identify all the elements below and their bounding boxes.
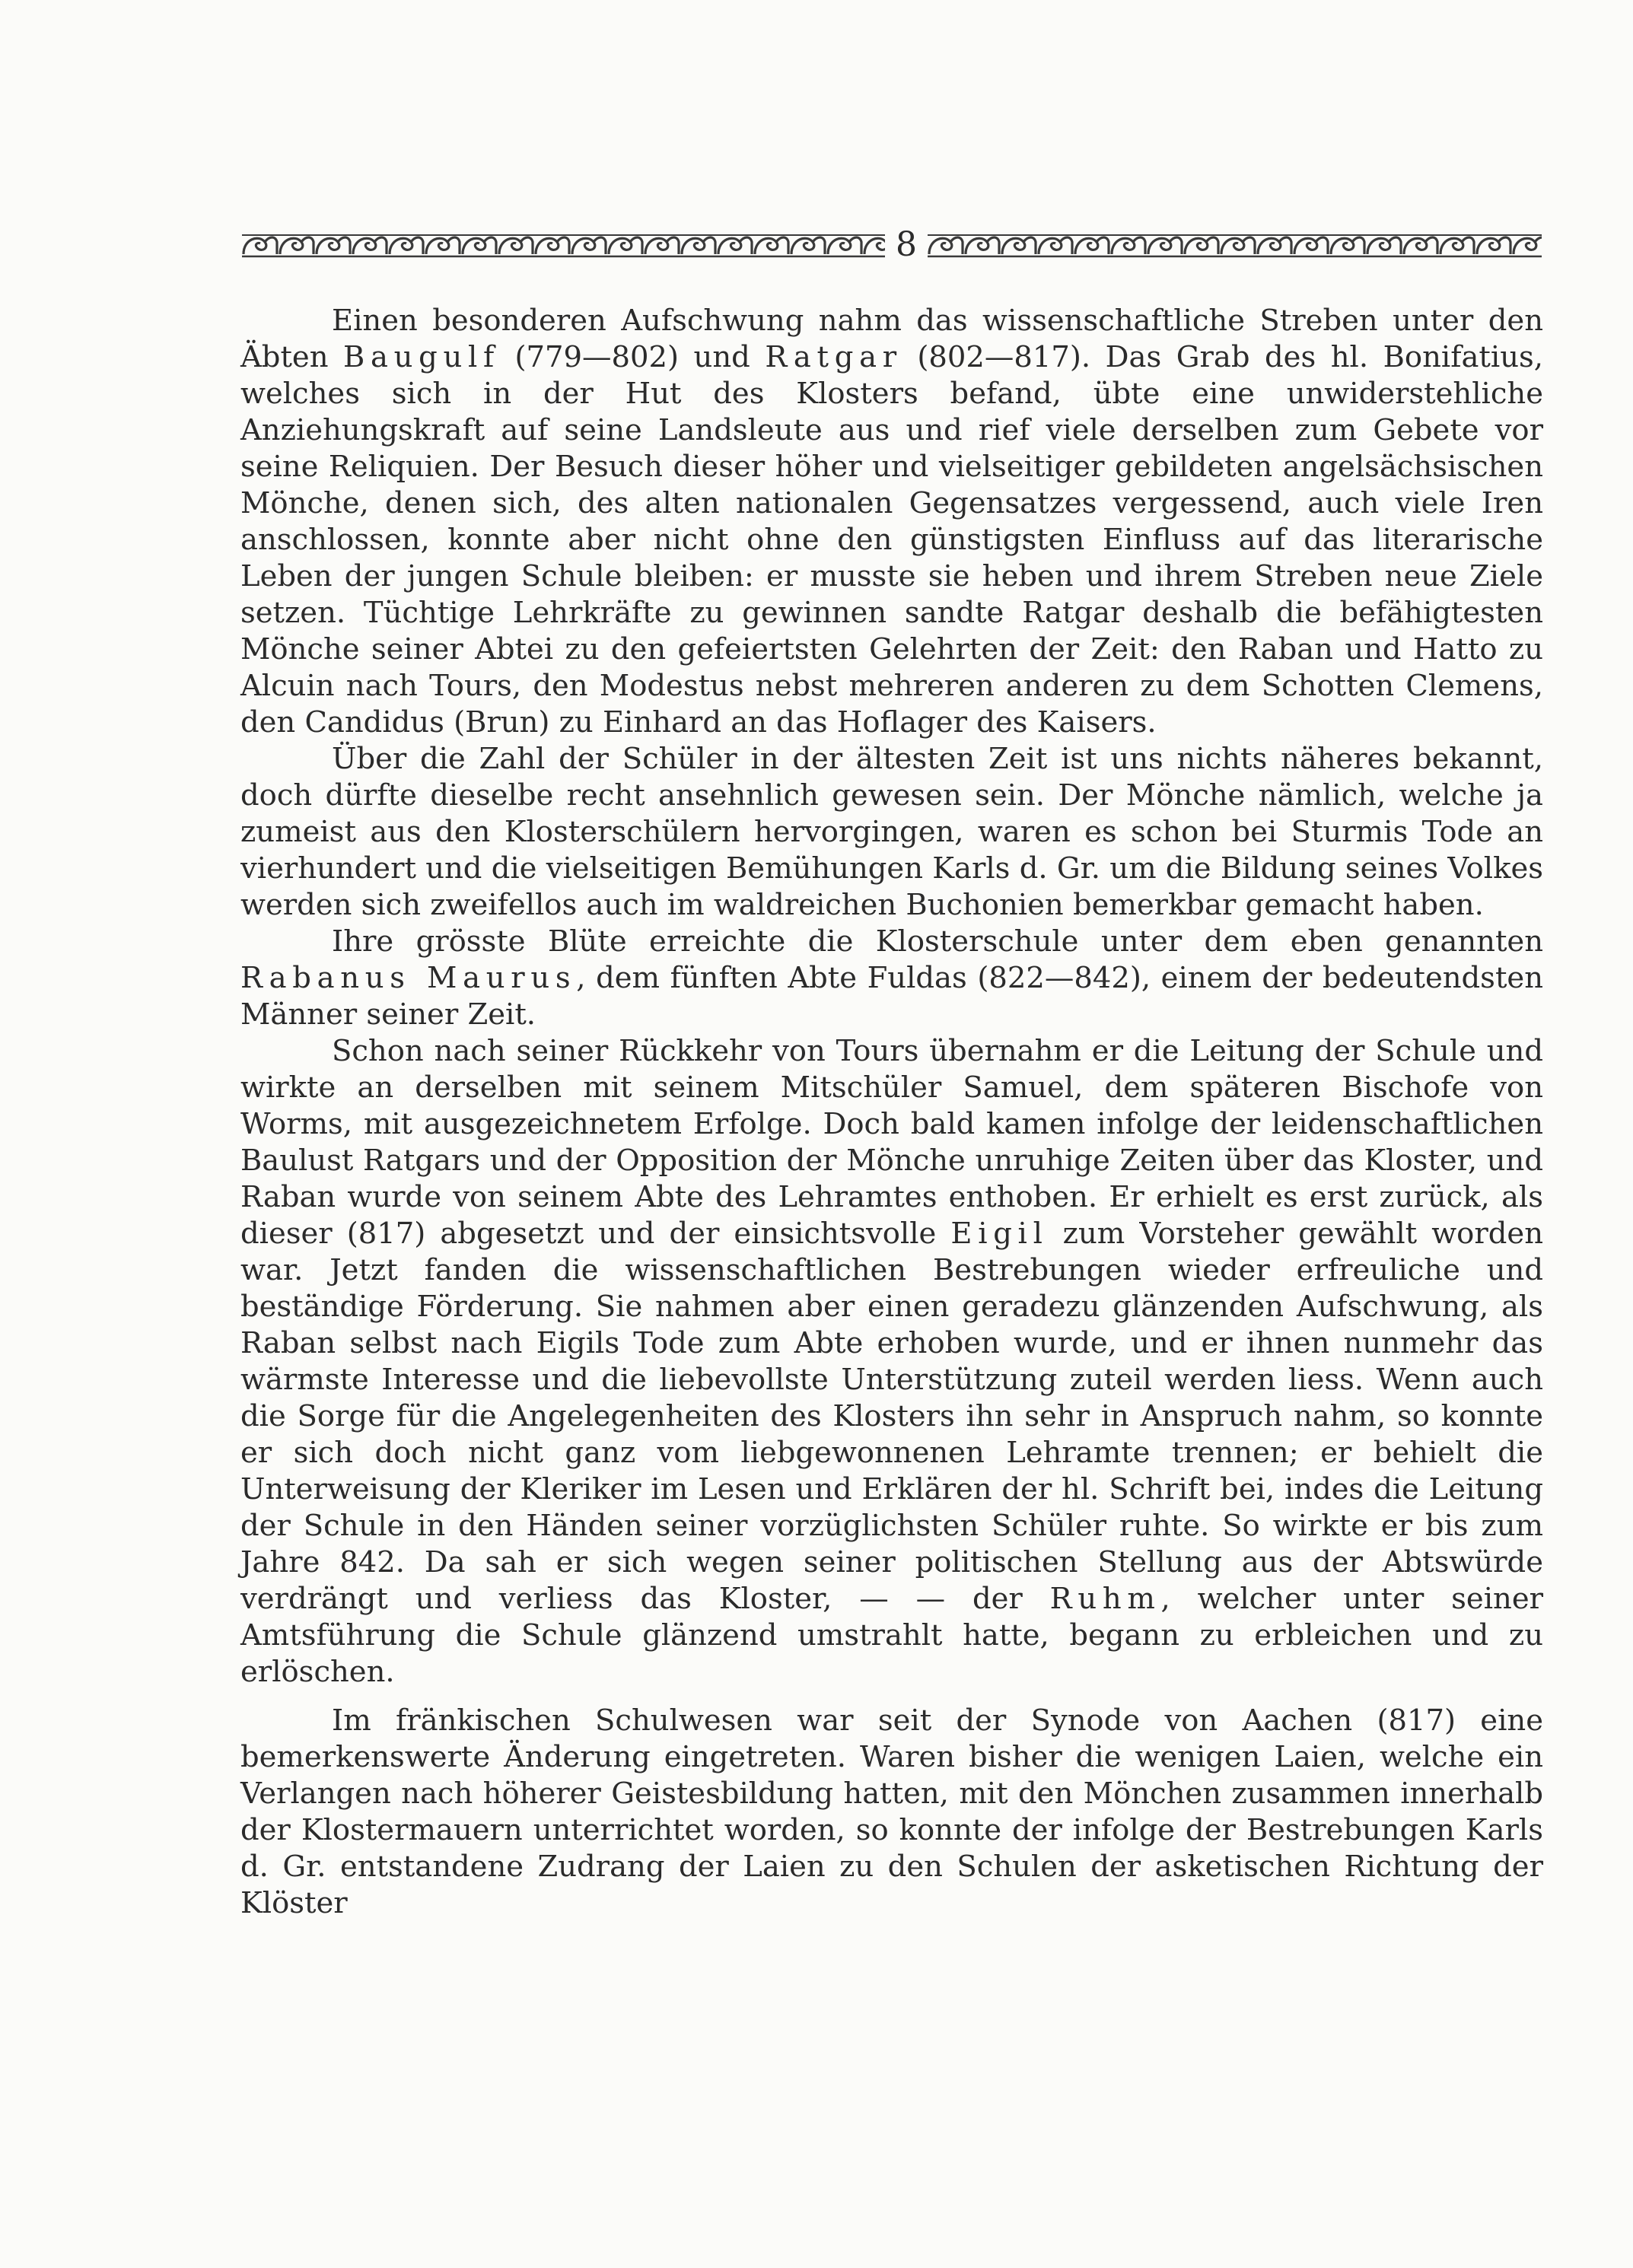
spaced-name: Rabanus Maurus: [240, 961, 577, 995]
text-run: , welcher unter seiner Amtsführung die Schule glänzend umstrahlt hatte, begann zu erbleichen und zu erlöschen.: [240, 1582, 1544, 1689]
spaced-name: Ratgar: [765, 340, 902, 374]
paragraph: [240, 1703, 1543, 1922]
text-run: Ihre grösste Blüte erreichte die Klosterschule unter dem eben genannten: [332, 924, 1543, 959]
text-run: Im fränkischen Schulwesen war seit der Synode von Aachen (817) eine bemerkenswerte Änderung eingetreten. Waren bisher die wenigen Laien, welche ein Verlangen nach höherer Geistesbildung hatten, mit den Mönchen zusammen innerhalb der Klostermauern unterrichtet worden, so konnte der infolge der Bestrebungen Karls d. Gr. entstandene Zudrang der Laien zu den Schulen der asketischen Richtung der Klöster: [240, 1703, 1543, 1920]
text-run: Schon nach seiner Rückkehr von Tours übernahm er die Leitung der Schule und wirkte an derselben mit seinem Mitschüler Samuel, dem späteren Bischofe von Worms, mit ausgezeichnetem Erfolge. Doch bald kamen infolge der leidenschaftlichen Baulust Ratgars und der Opposition der Mönche unruhige Zeiten über das Kloster, und Raban wurde von seinem Abte des Lehramtes enthoben. Er erhielt es erst zurück, als dieser (817) abgesetzt und der einsichtsvolle: [240, 1034, 1543, 1251]
text-run: , dem fünften Abte Fuldas (822—842), einem der bedeutendsten Männer seiner Zeit.: [240, 961, 1543, 1032]
page-header: [242, 227, 1542, 265]
ornament-band-left: [242, 231, 885, 260]
paragraph: [240, 303, 1543, 741]
text-run: (802—817). Das Grab des hl. Bonifatius, welches sich in der Hut des Klosters befand, übte eine unwiderstehliche Anziehungskraft auf seine Landsleute aus und rief viele derselben zum Gebete vor seine Reliquien. Der Besuch dieser höher und vielseitiger gebildeten angelsächsischen Mönche, denen sich, des alten nationalen Gegensatzes vergessend, auch viele Iren anschlossen, konnte aber nicht ohne den günstigsten Einfluss auf das literarische Leben der jungen Schule bleiben: er musste sie heben und ihrem Streben neue Ziele setzen. Tüchtige Lehrkräfte zu gewinnen sandte Ratgar deshalb die befähigtesten Mönche seiner Abtei zu den gefeiertsten Gelehrten der Zeit: den Raban und Hatto zu Alcuin nach Tours, den Modestus nebst mehreren anderen zu dem Schotten Clemens, den Candidus (Brun) zu Einhard an das Hoflager des Kaisers.: [240, 340, 1543, 740]
spaced-name: Baugulf: [343, 340, 500, 374]
paragraph: [240, 924, 1543, 1033]
ornament-band-right: [928, 231, 1542, 260]
body-text: [240, 303, 1543, 1922]
ornament-pattern: [928, 231, 1542, 260]
ornament-pattern: [242, 231, 885, 260]
text-run: zum Vorsteher gewählt worden war. Jetzt fanden die wissenschaftlichen Bestrebungen wieder erfreuliche und beständige Förderung. Sie nahmen aber einen geradezu glänzenden Aufschwung, als Raban selbst nach Eigils Tode zum Abte erhoben wurde, und er ihnen nunmehr das wärmste Interesse und die liebevollste Unterstützung zuteil werden liess. Wenn auch die Sorge für die Angelegenheiten des Klosters ihn sehr in Anspruch nahm, so konnte er sich doch nicht ganz vom liebgewonnenen Lehramte trennen; er behielt die Unterweisung der Kleriker im Lesen und Erklären der hl. Schrift bei, indes die Leitung der Schule in den Händen seiner vorzüglichsten Schüler ruhte. So wirkte er bis zum Jahre 842. Da sah er sich wegen seiner politischen Stellung aus der Abtswürde verdrängt und verliess das Kloster, — — der: [240, 1217, 1543, 1616]
page-number: 8: [896, 225, 917, 264]
text-run: Über die Zahl der Schüler in der ältesten Zeit ist uns nichts näheres bekannt, doch dürfte dieselbe recht ansehnlich gewesen sein. Der Mönche nämlich, welche ja zumeist aus den Klosterschülern hervorgingen, waren es schon bei Sturmis Tode an vierhundert und die vielseitigen Bemühungen Karls d. Gr. um die Bildung seines Volkes werden sich zweifellos auch im waldreichen Buchonien bemerkbar gemacht haben.: [240, 742, 1543, 922]
spaced-name: Ruhm: [1049, 1582, 1161, 1616]
text-run: Einen besonderen Aufschwung nahm das wissenschaftliche Streben unter den Äbten: [240, 304, 1543, 374]
paragraph: [240, 741, 1543, 924]
paragraph: [240, 1033, 1543, 1691]
text-run: (779—802) und: [499, 340, 766, 374]
spaced-name: Eigil: [950, 1217, 1049, 1251]
